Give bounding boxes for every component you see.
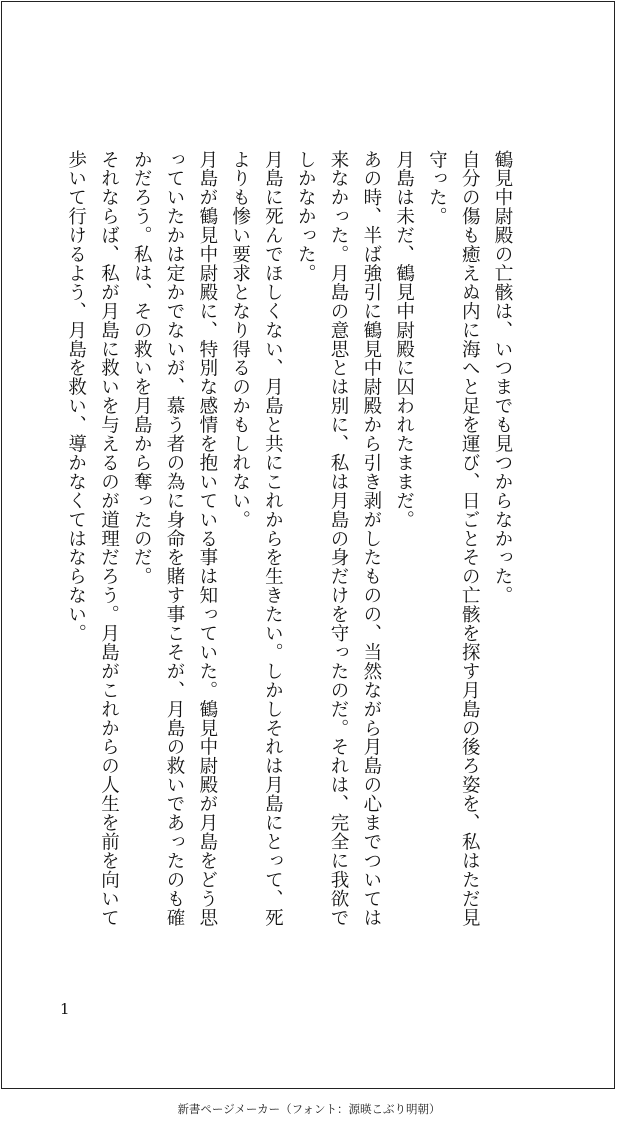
paragraph-7: それならば、私が月島に救いを与えるのが道理だろう。月島がこれからの人生を前を向いて歩いて行けるよう、月島を救い、導かなくてはならない。 bbox=[65, 150, 120, 927]
footer-credit: 新書ページメーカー（フォント：源暎こぶり明朝） bbox=[177, 1102, 441, 1116]
paragraph-4: あの時、半ば強引に鶴見中尉殿から引き剥がしたものの、当然ながら月島の心までついては来なかった。月島の意思とは別に、私は月島の身だけを守ったのだ。それは、完全に我欲でしかなかった。 bbox=[295, 150, 382, 927]
page-number: 1 bbox=[60, 1000, 70, 1018]
vertical-text-body bbox=[59, 150, 518, 930]
paragraph-5: 月島に死んでほしくない、月島と共にこれからを生きたい。しかしそれは月島にとって、死よりも惨い要求となり得るのかもしれない。 bbox=[229, 150, 284, 927]
page-frame bbox=[1, 1, 615, 1089]
paragraph-2: 自分の傷も癒えぬ内に海へと足を運び、日ごとその亡骸を探す月島の後ろ姿を、私はただ見守った。 bbox=[426, 150, 481, 927]
paragraph-6: 月島が鶴見中尉殿に、特別な感情を抱いている事は知っていた。鶴見中尉殿が月島をどう思っていたかは定かでないが、慕う者の為に身命を賭す事こそが、月島の救いであったのも確かだろう。私は、その救いを月島から奪ったのだ。 bbox=[131, 150, 218, 927]
paragraph-1: 鶴見中尉殿の亡骸は、いつまでも見つからなかった。 bbox=[492, 150, 513, 605]
paragraph-3: 月島は未だ、鶴見中尉殿に囚われたままだ。 bbox=[393, 150, 415, 529]
